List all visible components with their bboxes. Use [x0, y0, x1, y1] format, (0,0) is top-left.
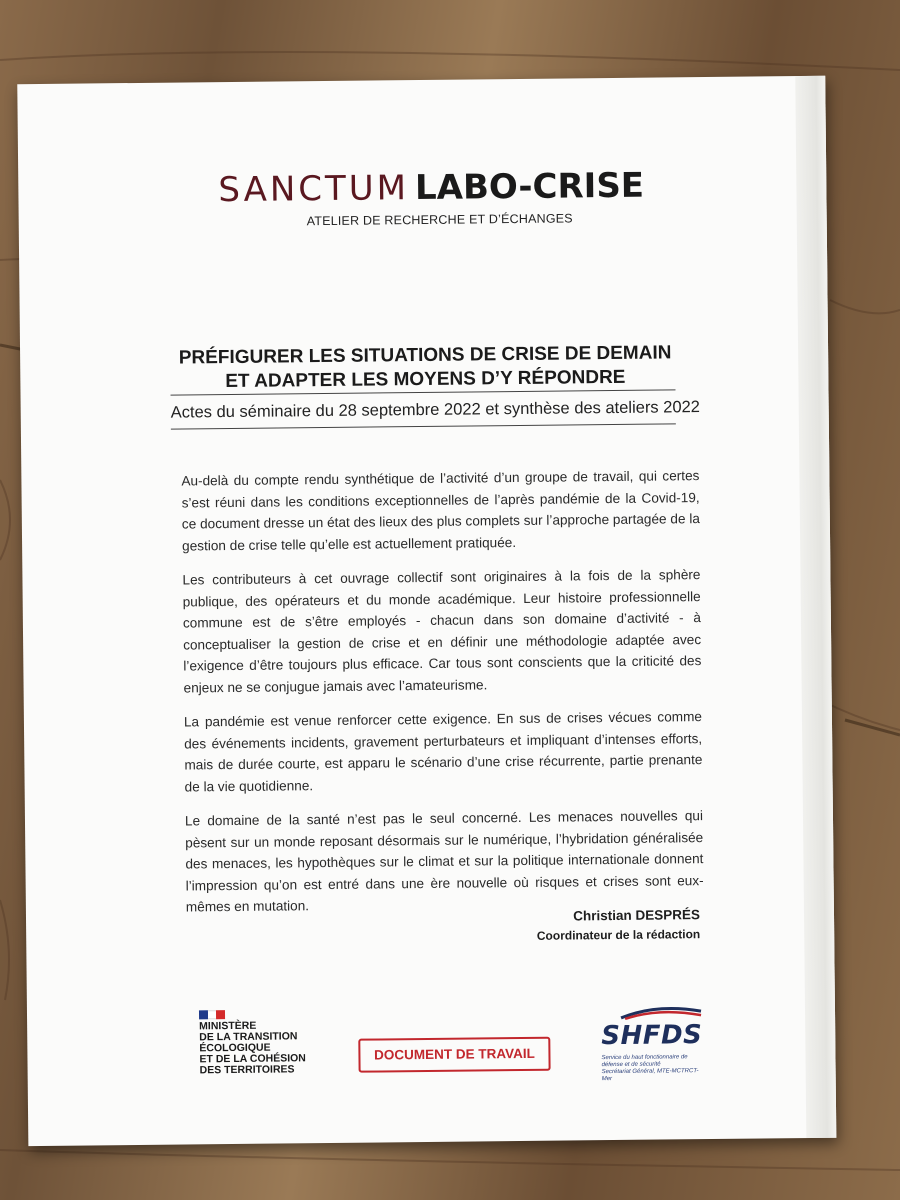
author-name: Christian DESPRÉS — [573, 907, 701, 924]
french-flag-icon — [199, 1010, 225, 1019]
document-subtitle: Actes du séminaire du 28 septembre 2022 et synthèse des ateliers 2022 — [170, 398, 701, 422]
shfds-brand: SHFDS — [601, 1020, 703, 1052]
shfds-logo — [601, 1005, 706, 1083]
document-back-cover — [17, 76, 836, 1146]
paragraph-3: La pandémie est venue renforcer cette exigence. En sus de crises vécues comme des événements incidents, gravement perturbateurs et impliquant d’intenses efforts, mais de durée courte, est apparu le scénario d’une crise récurrente, partie prenante de la vie quotidienne. — [183, 709, 703, 795]
author-role: Coordinateur de la rédaction — [536, 927, 701, 943]
subtitle-bottom-rule — [171, 423, 676, 429]
paragraph-4: Le domaine de la santé n’est pas le seul concerné. Les menaces nouvelles qui pèsent sur un monde reposant désormais sur le numérique, l’hybridation généralisée des menaces, les hypothèques sur le climat et sur la politique internationale donnent l’impression qu’on est entré dans une ère nouvelle où risques et crises sont eux-mêmes en mutation. — [184, 808, 704, 915]
logo-labo-crise-word: LABO-CRISE — [414, 165, 645, 209]
document-de-travail-stamp: DOCUMENT DE TRAVAIL — [358, 1037, 550, 1073]
body-text — [181, 465, 704, 931]
ministry-logo — [199, 1009, 306, 1076]
logo-sanctum-word: SANCTUM — [218, 168, 410, 211]
signature-block — [486, 905, 700, 945]
logo-tagline: ATELIER DE RECHERCHE ET D’ÉCHANGES — [306, 211, 573, 229]
shfds-swoosh-icon — [601, 1005, 705, 1020]
ministry-line: ET DE LA COHÉSION — [199, 1052, 306, 1066]
title-line-1: PRÉFIGURER LES SITUATIONS DE CRISE DE DEMAIN — [178, 342, 672, 369]
paragraph-1: Au-delà du compte rendu synthétique de l’activité d’un groupe de travail, qui certes s’est réuni dans les conditions exceptionnelles de l’après pandémie de la Covid-19, ce document dresse un état des lieux des plus complets sur l’approche partagée de la gestion de crise telle qu’elle est actuellement pratiquée. — [181, 468, 700, 554]
title-line-2: ET ADAPTER LES MOYENS D’Y RÉPONDRE — [225, 366, 626, 393]
ministry-line: DES TERRITOIRES — [199, 1063, 295, 1077]
document-title — [160, 341, 690, 395]
shfds-caption-line-1: Service du haut fonctionnaire de défense et de sécurité — [601, 1054, 688, 1069]
paragraph-2: Les contributeurs à cet ouvrage collectif sont originaires à la fois de la sphère publique, des opérateurs et du monde académique. Leur histoire professionnelle commune est de s’être employés - chacun dans son domaine d’activité - à conceptualiser la gestion de crise et en définir une méthodologie adaptée avec l’exigence d’être toujours plus efficace. Car tous sont conscients que la criticité des enjeux ne se conjugue jamais avec l’amateurisme. — [182, 567, 702, 696]
ministry-line: MINISTÈRE — [199, 1019, 257, 1033]
ministry-line: ÉCOLOGIQUE — [199, 1041, 271, 1055]
shfds-caption-line-2: Secrétariat Général, MTE-MCTRCT-Mer — [601, 1068, 699, 1083]
ministry-name — [199, 1020, 306, 1076]
ministry-line: DE LA TRANSITION — [199, 1030, 298, 1044]
sanctum-labo-crise-logo — [218, 165, 645, 211]
